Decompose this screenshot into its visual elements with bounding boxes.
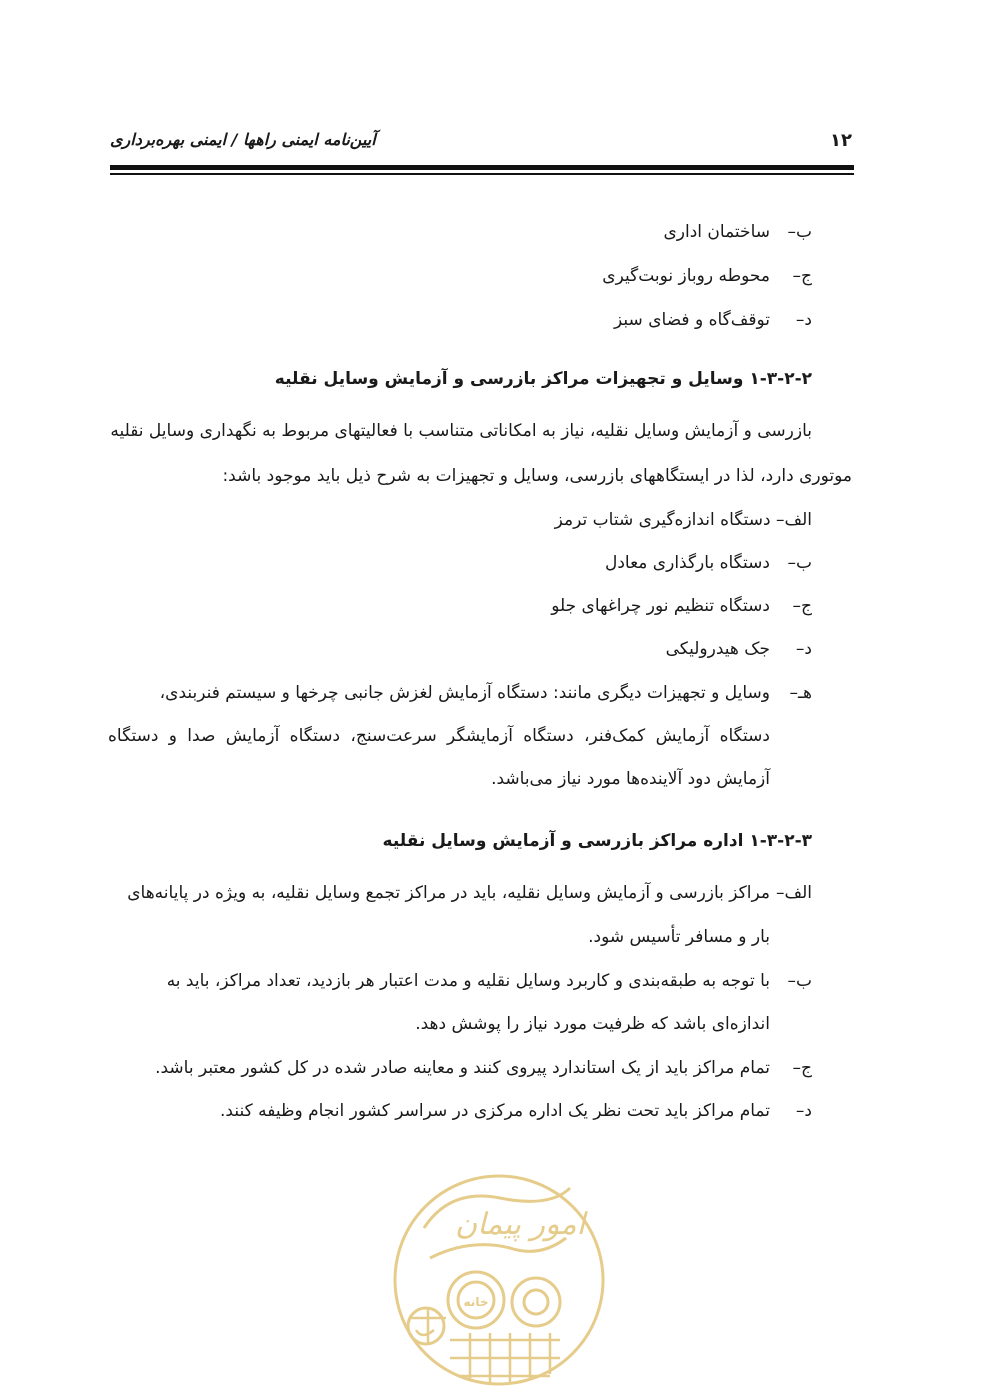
page-header — [110, 126, 852, 162]
list-item-text: جک هیدرولیکی — [665, 639, 770, 659]
list-item — [160, 681, 812, 705]
list-marker: ج– — [792, 596, 812, 616]
list-marker: د– — [795, 1101, 812, 1121]
list-item — [605, 551, 812, 575]
list-marker: ب– — [787, 222, 812, 242]
list-item — [127, 881, 812, 905]
paragraph-line: بازرسی و آزمایش وسایل نقلیه، نیاز به امکاناتی متناسب با فعالیتهای مربوط به نگهداری وسایل نقلیه — [110, 421, 812, 441]
logo-text: امور پیمان — [455, 1207, 585, 1242]
list-item — [167, 969, 812, 993]
list-item-text: تمام مراکز باید تحت نظر یک اداره مرکزی در سراسر کشور انجام وظیفه کنند. — [220, 1101, 770, 1121]
list-item — [551, 594, 812, 618]
list-item — [664, 220, 813, 244]
section-heading: ۱-۳-۲-۳ اداره مراکز بازرسی و آزمایش وسایل نقلیه — [382, 831, 812, 851]
list-marker: ب– — [787, 553, 812, 573]
header-rule-thick — [110, 165, 854, 170]
list-item — [602, 264, 812, 288]
paragraph-line: موتوری دارد، لذا در ایستگاههای بازرسی، وسایل و تجهیزات به شرح ذیل باید موجود باشد: — [222, 466, 852, 486]
list-item-text: توقف‌گاه و فضای سبز — [614, 310, 770, 330]
list-item — [614, 308, 812, 332]
list-item-text: وسایل و تجهیزات دیگری مانند: دستگاه آزمایش لغزش جانبی چرخها و سیستم فنربندی، — [159, 683, 770, 703]
page-number: ۱۲ — [830, 130, 852, 151]
list-item-continuation: بار و مسافر تأسیس شود. — [588, 927, 770, 947]
watermark-logo — [390, 1168, 608, 1388]
list-item-text: تمام مراکز باید از یک استاندارد پیروی کنند و معاینه صادر شده در کل کشور معتبر باشد. — [155, 1058, 770, 1078]
list-marker: هـ– — [789, 683, 812, 703]
logo-gear — [512, 1278, 560, 1326]
list-marker: ب– — [787, 971, 812, 991]
list-item-continuation: اندازه‌ای باشد که ظرفیت مورد نیاز را پوشش دهد. — [415, 1014, 770, 1034]
list-marker: الف– — [775, 883, 812, 903]
section-heading: ۱-۳-۲-۲ وسایل و تجهیزات مراکز بازرسی و آزمایش وسایل نقلیه — [274, 369, 812, 389]
running-title: آیین‌نامه ایمنی راهها / ایمنی بهره‌برداری — [110, 130, 376, 149]
list-item-text: دستگاه بارگذاری معادل — [604, 553, 770, 573]
list-marker: ج– — [792, 266, 812, 286]
list-item-text: محوطه روباز نوبت‌گیری — [602, 266, 770, 286]
list-item-text: دستگاه تنظیم نور چراغهای جلو — [551, 596, 770, 616]
list-item — [666, 637, 812, 661]
list-item-text: با توجه به طبقه‌بندی و کاربرد وسایل نقلیه و مدت اعتبار هر بازدید، تعداد مراکز، باید به — [166, 971, 770, 991]
logo-gear — [408, 1308, 444, 1344]
list-item-text: مراکز بازرسی و آزمایش وسایل نقلیه، باید در مراکز تجمع وسایل نقلیه، به ویژه در پایانه‌های — [127, 883, 770, 903]
list-item — [155, 1056, 812, 1080]
list-item-continuation: آزمایش دود آلاینده‌ها مورد نیاز می‌باشد. — [491, 769, 770, 789]
list-item: الف– دستگاه اندازه‌گیری شتاب ترمز — [554, 510, 812, 530]
list-marker: د– — [795, 639, 812, 659]
list-marker: د– — [795, 310, 812, 330]
list-item — [220, 1099, 812, 1123]
list-marker: ج– — [792, 1058, 812, 1078]
header-rule-thin — [110, 173, 854, 175]
logo-center-text: خانه — [463, 1295, 489, 1309]
list-item-continuation: دستگاه آزمایش کمک‌فنر، دستگاه آزمایشگر سرعت‌سنج، دستگاه آزمایش صدا و دستگاه — [108, 726, 770, 746]
list-item-text: ساختمان اداری — [663, 222, 770, 242]
